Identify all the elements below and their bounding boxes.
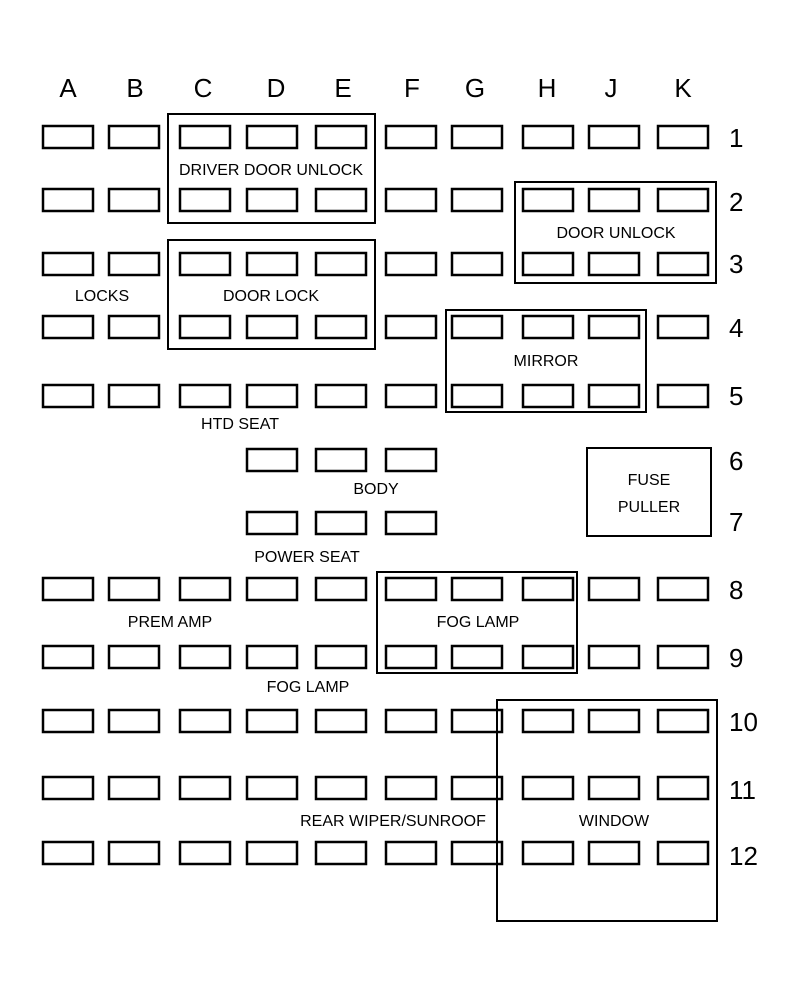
fuse-slot-k2 — [658, 189, 708, 211]
fuse-slot-d3 — [247, 253, 297, 275]
fuse-slot-j8 — [589, 578, 639, 600]
column-header-h: H — [537, 73, 557, 103]
row-number-5: 5 — [729, 381, 744, 411]
fuse-slot-b8 — [109, 578, 159, 600]
column-header-a: A — [59, 73, 77, 103]
fuse-slot-c12 — [180, 842, 230, 864]
fuse-slot-k5 — [658, 385, 708, 407]
fuse-slot-h9 — [523, 646, 573, 668]
fuse-slot-f3 — [386, 253, 436, 275]
fuse-slot-e1 — [316, 126, 366, 148]
fuse-puller — [587, 448, 711, 536]
fuse-slot-j12 — [589, 842, 639, 864]
fuse-slot-d6 — [247, 449, 297, 471]
column-header-j: J — [604, 73, 618, 103]
fuse-slot-k12 — [658, 842, 708, 864]
fuse-slot-c10 — [180, 710, 230, 732]
fuse-slot-h8 — [523, 578, 573, 600]
fuse-slot-e5 — [316, 385, 366, 407]
column-header-d: D — [266, 73, 286, 103]
fuse-slot-f5 — [386, 385, 436, 407]
row-number-6: 6 — [729, 446, 744, 476]
fuse-slot-d4 — [247, 316, 297, 338]
fuse-slot-f12 — [386, 842, 436, 864]
column-header-g: G — [464, 73, 486, 103]
htd-seat-label: HTD SEAT — [201, 416, 279, 433]
driver-door-unlock-label: DRIVER DOOR UNLOCK — [178, 162, 364, 179]
fuse-slot-g8 — [452, 578, 502, 600]
fuse-slot-g4 — [452, 316, 502, 338]
fuse-slot-e8 — [316, 578, 366, 600]
fuse-slot-h5 — [523, 385, 573, 407]
fog-lamp-label: FOG LAMP — [266, 679, 350, 696]
row-number-8: 8 — [729, 575, 744, 605]
fuse-slot-g11 — [452, 777, 502, 799]
fuse-slot-k1 — [658, 126, 708, 148]
fuse-slot-a3 — [43, 253, 93, 275]
fuse-slot-g12 — [452, 842, 502, 864]
fuse-slot-j2 — [589, 189, 639, 211]
row-number-4: 4 — [729, 313, 744, 343]
column-header-b: B — [126, 73, 144, 103]
locks-label: LOCKS — [74, 288, 130, 305]
fuse-slot-h2 — [523, 189, 573, 211]
fuse-slot-g2 — [452, 189, 502, 211]
column-header-e: E — [334, 73, 352, 103]
fuse-slot-a5 — [43, 385, 93, 407]
fuse-slot-h11 — [523, 777, 573, 799]
fuse-slot-c8 — [180, 578, 230, 600]
fuse-slot-k4 — [658, 316, 708, 338]
door-unlock-label: DOOR UNLOCK — [556, 225, 676, 242]
fuse-slot-j3 — [589, 253, 639, 275]
fuse-slot-a12 — [43, 842, 93, 864]
fuse-slot-k8 — [658, 578, 708, 600]
fuse-slot-d2 — [247, 189, 297, 211]
fuse-slot-c11 — [180, 777, 230, 799]
column-header-f: F — [404, 73, 420, 103]
fuse-slot-e3 — [316, 253, 366, 275]
fuse-slot-d9 — [247, 646, 297, 668]
fuse-slot-j10 — [589, 710, 639, 732]
fuse-slot-g9 — [452, 646, 502, 668]
fuse-slot-f1 — [386, 126, 436, 148]
row-number-1: 1 — [729, 123, 744, 153]
fuse-slot-c9 — [180, 646, 230, 668]
fuse-slot-h3 — [523, 253, 573, 275]
mirror-label: MIRROR — [513, 353, 579, 370]
fuse-slot-d5 — [247, 385, 297, 407]
fuse-slot-e2 — [316, 189, 366, 211]
fuse-slot-b2 — [109, 189, 159, 211]
row-number-12: 12 — [729, 841, 758, 871]
fuse-slot-d12 — [247, 842, 297, 864]
fuse-slot-f8 — [386, 578, 436, 600]
fuse-slot-c5 — [180, 385, 230, 407]
fuse-slot-a8 — [43, 578, 93, 600]
fuse-slot-b10 — [109, 710, 159, 732]
fuse-slot-h1 — [523, 126, 573, 148]
rear-wiper-sunroof-label: REAR WIPER/SUNROOF — [300, 813, 486, 830]
fuse-slot-a2 — [43, 189, 93, 211]
fuse-slot-f4 — [386, 316, 436, 338]
prem-amp-label: PREM AMP — [127, 614, 213, 631]
fuse-slot-d10 — [247, 710, 297, 732]
fuse-slot-k11 — [658, 777, 708, 799]
power-seat-label: POWER SEAT — [254, 549, 360, 566]
row-numbers — [729, 123, 758, 871]
fuse-slot-f6 — [386, 449, 436, 471]
row-number-7: 7 — [729, 507, 744, 537]
fuse-slot-a10 — [43, 710, 93, 732]
fuse-puller-label-line1: FUSE — [627, 472, 671, 489]
fuse-slot-e4 — [316, 316, 366, 338]
fuse-slot-b4 — [109, 316, 159, 338]
fuse-slot-d1 — [247, 126, 297, 148]
fuse-slot-c2 — [180, 189, 230, 211]
fuse-slot-a1 — [43, 126, 93, 148]
door-lock-label: DOOR LOCK — [222, 288, 320, 305]
fuse-slot-d11 — [247, 777, 297, 799]
column-header-k: K — [674, 73, 692, 103]
fuse-slot-j4 — [589, 316, 639, 338]
fuse-slot-c4 — [180, 316, 230, 338]
fuse-slot-e10 — [316, 710, 366, 732]
fuse-puller-label-line2: PULLER — [617, 499, 681, 516]
fuse-slot-k3 — [658, 253, 708, 275]
fuse-slot-e7 — [316, 512, 366, 534]
fuse-slot-f7 — [386, 512, 436, 534]
fuse-slot-c3 — [180, 253, 230, 275]
fuse-slot-f9 — [386, 646, 436, 668]
fuse-slot-a11 — [43, 777, 93, 799]
row-number-3: 3 — [729, 249, 744, 279]
fuse-slot-h10 — [523, 710, 573, 732]
fuse-slot-g3 — [452, 253, 502, 275]
row-number-11: 11 — [729, 775, 756, 805]
row-number-10: 10 — [729, 707, 758, 737]
fuse-slot-d8 — [247, 578, 297, 600]
fuse-slot-e11 — [316, 777, 366, 799]
fuse-slot-j5 — [589, 385, 639, 407]
fuse-slot-h4 — [523, 316, 573, 338]
fuse-slot-g1 — [452, 126, 502, 148]
body-label: BODY — [353, 481, 399, 498]
fuse-slot-b11 — [109, 777, 159, 799]
fuse-slot-b3 — [109, 253, 159, 275]
fuse-slot-g5 — [452, 385, 502, 407]
fuse-slot-b5 — [109, 385, 159, 407]
fog-lamp-group-label: FOG LAMP — [436, 614, 520, 631]
row-number-9: 9 — [729, 643, 744, 673]
fuse-slot-b12 — [109, 842, 159, 864]
fuse-slot-g10 — [452, 710, 502, 732]
fuse-slot-a9 — [43, 646, 93, 668]
fuse-slot-k9 — [658, 646, 708, 668]
fuse-slot-e9 — [316, 646, 366, 668]
fuse-slot-a4 — [43, 316, 93, 338]
window-label: WINDOW — [578, 813, 650, 830]
fuse-slot-k10 — [658, 710, 708, 732]
fuse-slot-j1 — [589, 126, 639, 148]
fuse-slot-e12 — [316, 842, 366, 864]
fuse-slot-b1 — [109, 126, 159, 148]
fuse-slot-b9 — [109, 646, 159, 668]
fuse-slot-f2 — [386, 189, 436, 211]
column-headers — [59, 73, 692, 103]
fuse-slot-d7 — [247, 512, 297, 534]
column-header-c: C — [193, 73, 213, 103]
fuse-slot-j11 — [589, 777, 639, 799]
fuse-slot-j9 — [589, 646, 639, 668]
fuse-slot-h12 — [523, 842, 573, 864]
fuse-slot-f11 — [386, 777, 436, 799]
fuse-slot-f10 — [386, 710, 436, 732]
fuse-slot-e6 — [316, 449, 366, 471]
fuse-slot-c1 — [180, 126, 230, 148]
row-number-2: 2 — [729, 187, 744, 217]
